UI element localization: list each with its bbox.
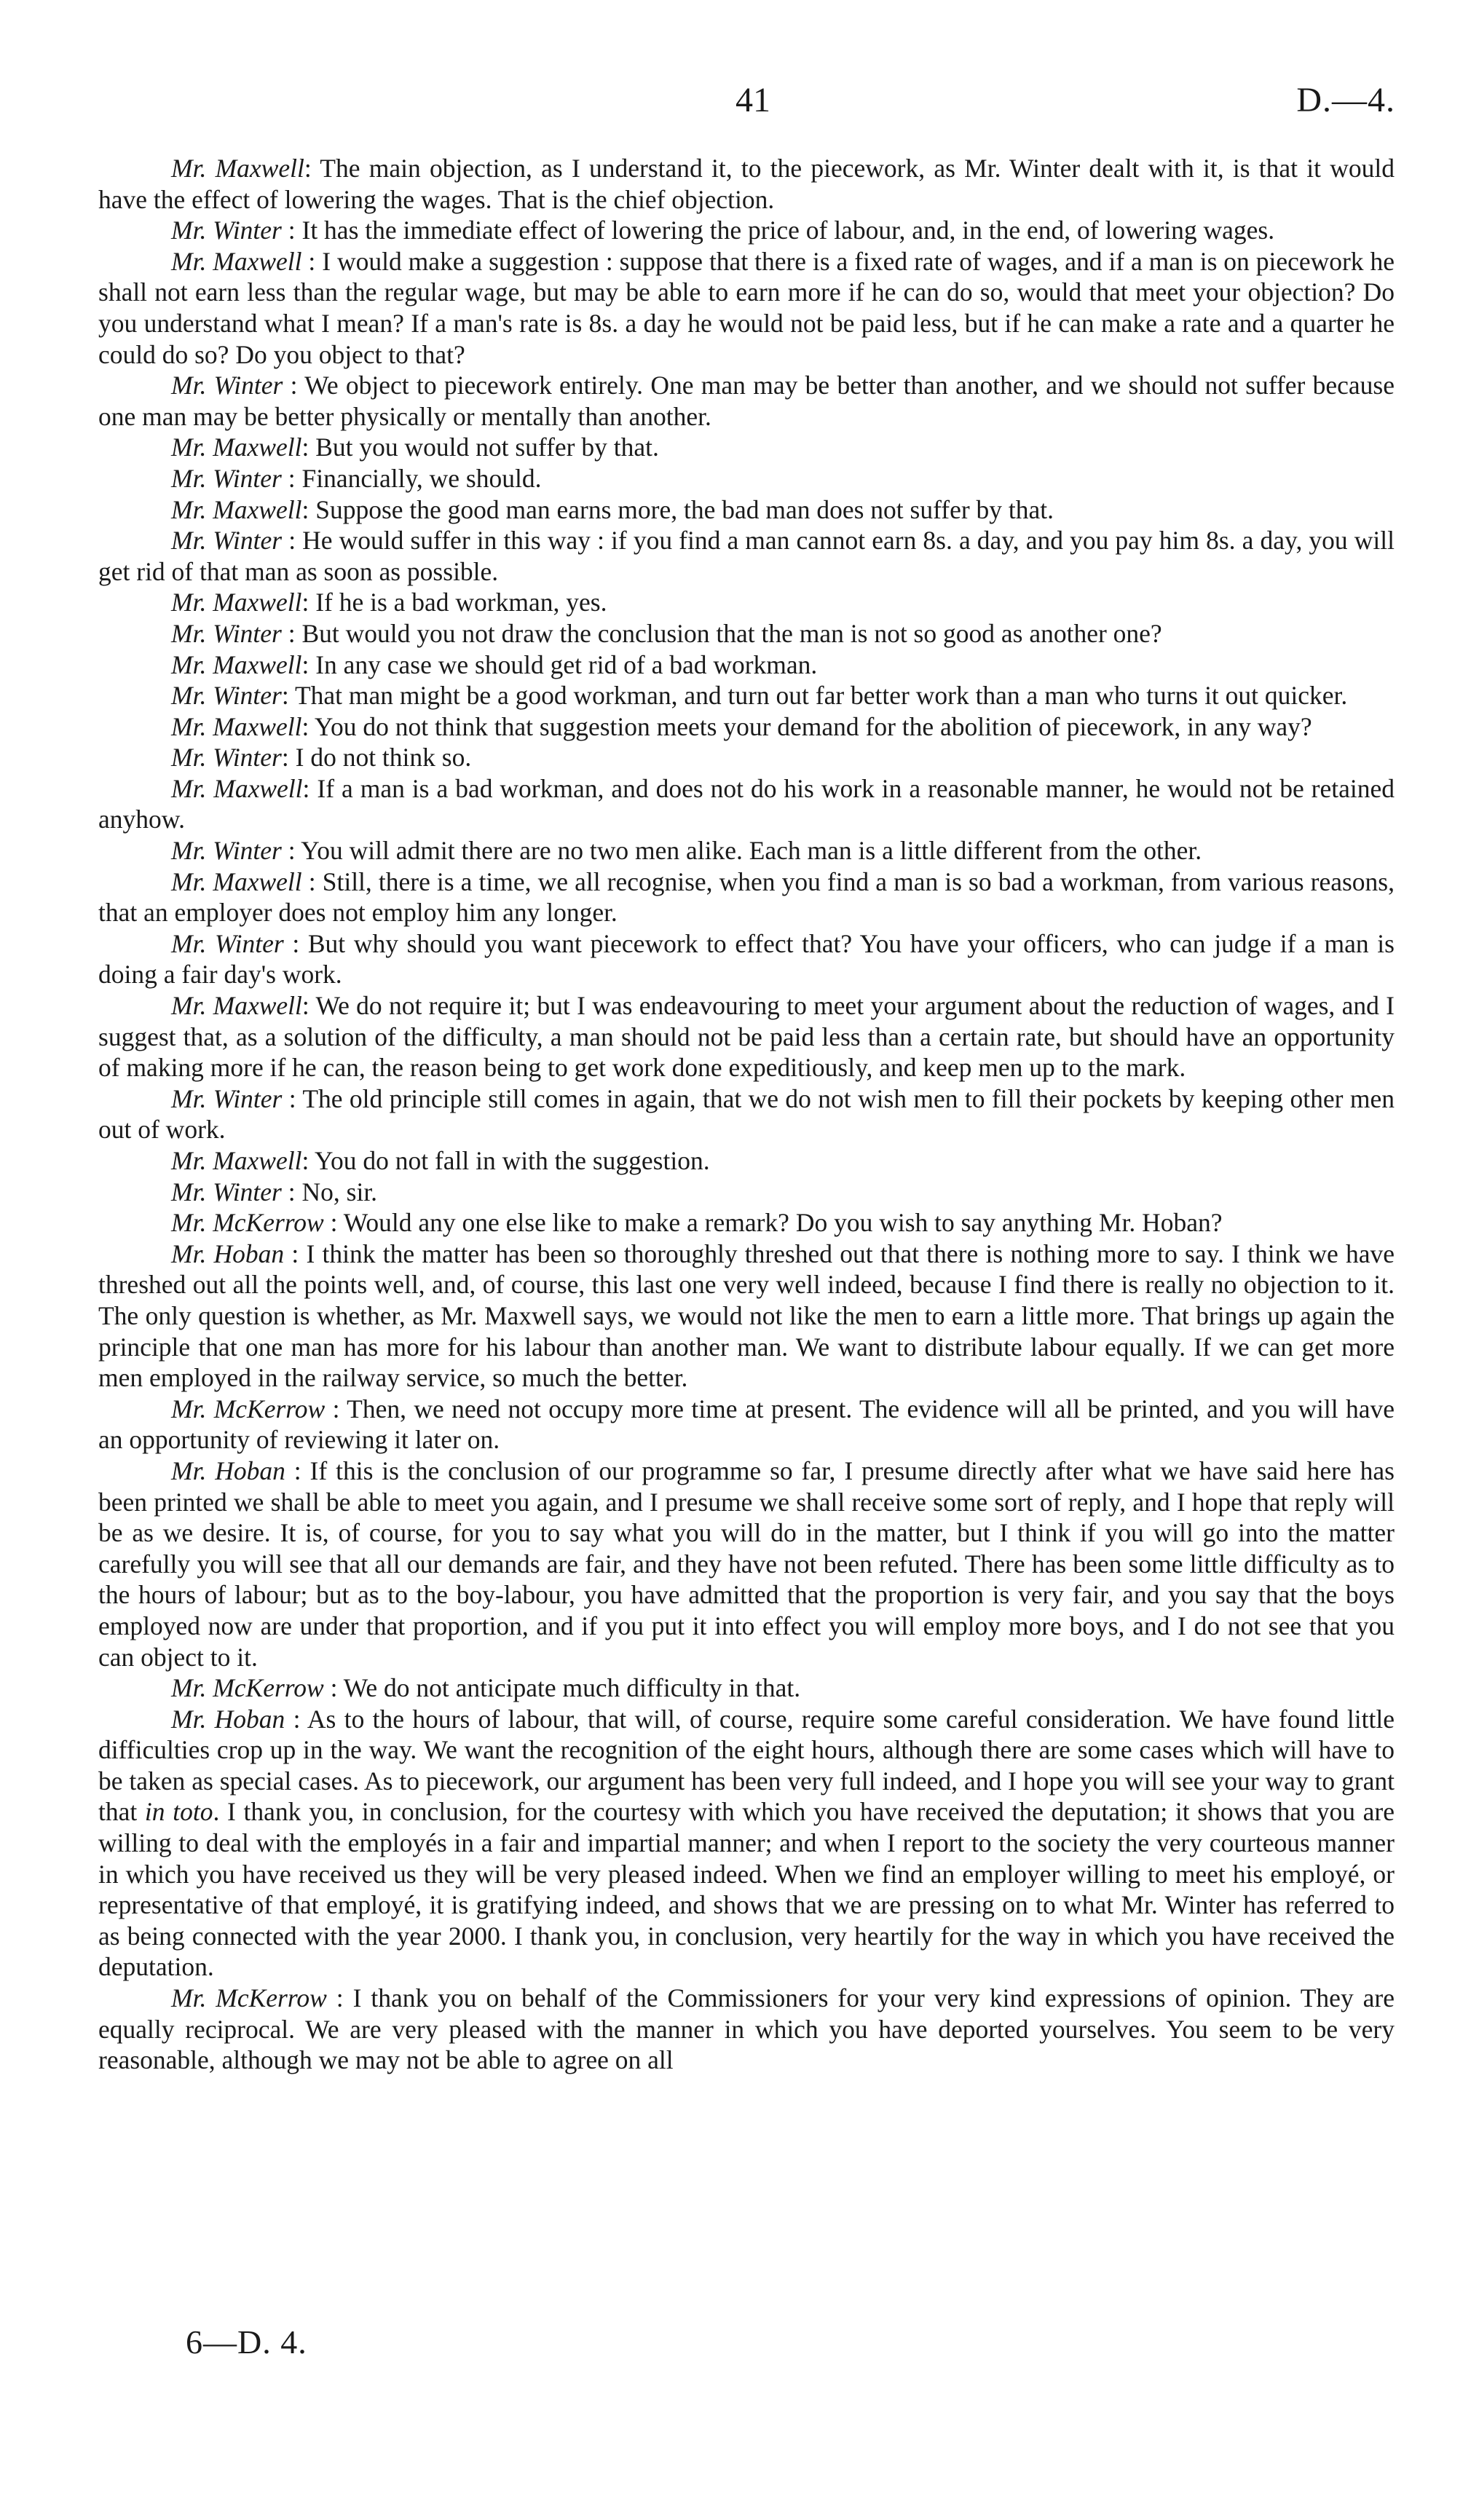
speech-text-continued: . I thank you, in conclusion, for the courtesy with which you have received the deputation; it shows that you are willing to deal with the employés in a fair and impartial manner; and when I report to the society the very courteous manner in which you have received us they will be very pleased indeed. When we find an employer willing to meet his employé, or representative of that employé, it is gratifying indeed, and shows that we are pressing on to what Mr. Winter has referred to as being connected with the year 2000. I thank you, in conclusion, very heartily for the way in which you have received the deputation. bbox=[98, 1797, 1395, 1982]
page-number: 41 bbox=[735, 81, 770, 119]
dialogue-paragraph bbox=[98, 1145, 1395, 1177]
speech-text: It has the immediate effect of lowering the price of labour, and, in the end, of lowering wages. bbox=[301, 216, 1275, 245]
speaker-name: Mr. McKerrow bbox=[171, 1394, 326, 1423]
speaker-name: Mr. McKerrow bbox=[171, 1208, 324, 1238]
dialogue-paragraph bbox=[98, 773, 1395, 835]
transcript-body bbox=[98, 153, 1395, 2076]
speech-text: No, sir. bbox=[301, 1177, 378, 1206]
speech-text: Suppose the good man earns more, the bad man does not suffer by that. bbox=[315, 494, 1054, 524]
speech-text: I would make a suggestion : suppose that there is a fixed rate of wages, and if a man is on piecework he shall not earn less than the regular wage, but may be able to earn more if he can do so, would that meet your objection? Do you understand what I mean? If a man's rate is 8s. a day he would not be paid less, but if he can make a rate and a quarter he could do so? Do you object to that? bbox=[98, 246, 1395, 369]
speaker-separator: : bbox=[301, 494, 316, 524]
speaker-separator: : bbox=[301, 588, 316, 617]
speech-text: As to the hours of labour, that will, of course, require some careful consideration. We have found little difficulties crop up in the way. We want the recognition of the eight hours, although there are some cases which will have to be taken as special cases. As to piecework, our argument has been very full indeed, and I hope you will see your way to grant that bbox=[98, 1704, 1395, 1827]
dialogue-paragraph bbox=[98, 866, 1395, 928]
speech-text: You will admit there are no two men alike. Each man is a little different from the other. bbox=[301, 836, 1202, 866]
speaker-separator: : bbox=[285, 1704, 307, 1734]
document-reference: D.—4. bbox=[1296, 81, 1395, 119]
speaker-name: Mr. Winter bbox=[171, 618, 282, 648]
speaker-separator: : bbox=[281, 216, 302, 245]
dialogue-paragraph bbox=[98, 587, 1395, 618]
speech-text: In any case we should get rid of a bad workman. bbox=[315, 649, 818, 679]
speaker-name: Mr. Winter bbox=[171, 526, 283, 556]
dialogue-paragraph bbox=[98, 680, 1395, 711]
sheet-signature: 6—D. 4. bbox=[186, 2323, 307, 2361]
speaker-separator: : bbox=[281, 743, 296, 773]
speaker-separator: : bbox=[301, 246, 323, 276]
speech-text: We object to piecework entirely. One man may be better than another, and we should not suffer because one man may be better physically or mentally than another. bbox=[98, 371, 1395, 431]
speaker-name: Mr. Winter bbox=[171, 1177, 282, 1206]
speech-text: But why should you want piecework to effect that? You have your officers, who can judge if a man is doing a fair day's work. bbox=[98, 928, 1395, 990]
speaker-separator: : bbox=[282, 1083, 303, 1113]
speaker-separator: : bbox=[323, 1673, 344, 1703]
speech-text: Would any one else like to make a remark? Do you wish to say anything Mr. Hoban? bbox=[343, 1208, 1223, 1238]
dialogue-paragraph bbox=[98, 711, 1395, 743]
dialogue-paragraph bbox=[98, 463, 1395, 494]
dialogue-paragraph bbox=[98, 525, 1395, 587]
dialogue-paragraph bbox=[98, 1394, 1395, 1455]
speech-text: You do not think that suggestion meets your demand for the abolition of piecework, in any way? bbox=[314, 711, 1312, 741]
speaker-separator: : bbox=[301, 649, 316, 679]
speaker-name: Mr. Maxwell bbox=[171, 1146, 302, 1175]
speaker-separator: : bbox=[281, 463, 302, 493]
dialogue-paragraph bbox=[98, 494, 1395, 526]
speaker-separator: : bbox=[301, 991, 316, 1021]
dialogue-paragraph bbox=[98, 215, 1395, 246]
speaker-name: Mr. Maxwell bbox=[171, 246, 302, 276]
speaker-separator: : bbox=[304, 154, 320, 183]
speech-text: He would suffer in this way : if you find a man cannot earn 8s. a day, and you pay him 8s. a day, you will get rid of that man as soon as possible. bbox=[98, 526, 1395, 586]
speaker-name: Mr. Maxwell bbox=[171, 866, 302, 896]
speech-text: The old principle still comes in again, that we do not wish men to fill their pockets by keeping other men out of work. bbox=[98, 1083, 1395, 1145]
speaker-name: Mr. Hoban bbox=[171, 1239, 285, 1268]
speaker-name: Mr. Winter bbox=[171, 1083, 283, 1113]
dialogue-paragraph bbox=[98, 1983, 1395, 2076]
speaker-name: Mr. Maxwell bbox=[171, 494, 302, 524]
dialogue-paragraph bbox=[98, 246, 1395, 370]
speaker-name: Mr. McKerrow bbox=[171, 1673, 324, 1703]
dialogue-paragraph bbox=[98, 1239, 1395, 1394]
speaker-name: Mr. Maxwell bbox=[171, 588, 302, 617]
dialogue-paragraph bbox=[98, 1704, 1395, 1983]
speaker-name: Mr. McKerrow bbox=[171, 1983, 327, 2013]
speaker-name: Mr. Winter bbox=[171, 743, 282, 773]
speaker-separator: : bbox=[284, 1239, 307, 1268]
page-header bbox=[0, 80, 1479, 131]
speech-text: The main objection, as I understand it, to the piecework, as Mr. Winter dealt with it, is that it would have the effect of lowering the wages. That is the chief objection. bbox=[98, 154, 1395, 214]
dialogue-paragraph bbox=[98, 1177, 1395, 1208]
dialogue-paragraph bbox=[98, 990, 1395, 1083]
speaker-separator: : bbox=[285, 1455, 310, 1485]
speech-text: I do not think so. bbox=[295, 743, 472, 773]
speech-text: But you would not suffer by that. bbox=[315, 432, 659, 462]
dialogue-paragraph bbox=[98, 835, 1395, 866]
speaker-separator: : bbox=[283, 371, 305, 400]
speech-italic: in toto bbox=[144, 1797, 213, 1827]
speech-text: If this is the conclusion of our programme so far, I presume directly after what we have said here has been printed we shall be able to meet you again, and I presume we shall receive some sort of reply, and I hope that reply will be as we desire. It is, of course, for you to say what you will do in the matter, but I think if you will go into the matter carefully you will see that all our demands are fair, and they have not been refuted. There has been some little difficulty as to the hours of labour; but as to the boy-labour, you have admitted that the proportion is very fair, and you say that the boys employed now are under that proportion, and if you put it into effect you will employ more boys, and I do not see that you can object to it. bbox=[98, 1455, 1395, 1672]
speaker-name: Mr. Winter bbox=[171, 371, 283, 400]
speaker-name: Mr. Maxwell bbox=[171, 154, 304, 183]
dialogue-paragraph bbox=[98, 1672, 1395, 1704]
dialogue-paragraph bbox=[98, 618, 1395, 649]
speaker-name: Mr. Winter bbox=[171, 463, 282, 493]
speech-text: Then, we need not occupy more time at present. The evidence will all be printed, and you will have an opportunity of reviewing it later on. bbox=[98, 1394, 1395, 1455]
speaker-name: Mr. Winter bbox=[171, 928, 284, 958]
speaker-name: Mr. Maxwell bbox=[171, 773, 303, 803]
speaker-separator: : bbox=[281, 836, 301, 866]
speaker-name: Mr. Winter bbox=[171, 836, 282, 866]
speech-text: We do not anticipate much difficulty in that. bbox=[343, 1673, 801, 1703]
dialogue-paragraph bbox=[98, 370, 1395, 432]
speaker-name: Mr. Maxwell bbox=[171, 991, 302, 1021]
speaker-separator: : bbox=[326, 1983, 353, 2013]
speaker-separator: : bbox=[281, 1177, 302, 1206]
speech-text: But would you not draw the conclusion that the man is not so good as another one? bbox=[301, 618, 1162, 648]
speaker-name: Mr. Hoban bbox=[171, 1455, 285, 1485]
speaker-separator: : bbox=[301, 866, 323, 896]
speaker-separator: : bbox=[301, 432, 316, 462]
speech-text: Still, there is a time, we all recognise, when you find a man is so bad a workman, from various reasons, that an employer does not employ him any longer. bbox=[98, 866, 1395, 928]
dialogue-paragraph bbox=[98, 1083, 1395, 1145]
speaker-separator: : bbox=[301, 1146, 315, 1175]
speech-text: I thank you on behalf of the Commissioners for your very kind expressions of opinion. They are equally reciprocal. We are very pleased with the manner in which you have deported yourselves. You seem to be very reasonable, although we may not be able to agree on all bbox=[98, 1983, 1395, 2075]
speaker-name: Mr. Winter bbox=[171, 216, 282, 245]
speaker-separator: : bbox=[301, 711, 315, 741]
speech-text: Financially, we should. bbox=[301, 463, 542, 493]
speaker-separator: : bbox=[281, 681, 295, 711]
dialogue-paragraph bbox=[98, 649, 1395, 681]
dialogue-paragraph bbox=[98, 742, 1395, 773]
speech-text: You do not fall in with the suggestion. bbox=[314, 1146, 710, 1175]
speaker-separator: : bbox=[282, 526, 303, 556]
dialogue-paragraph bbox=[98, 1455, 1395, 1672]
dialogue-paragraph bbox=[98, 928, 1395, 990]
speaker-separator: : bbox=[323, 1208, 344, 1238]
speech-text: If he is a bad workman, yes. bbox=[315, 588, 607, 617]
dialogue-paragraph bbox=[98, 153, 1395, 215]
speaker-separator: : bbox=[325, 1394, 347, 1423]
speaker-separator: : bbox=[302, 773, 318, 803]
speaker-name: Mr. Maxwell bbox=[171, 649, 302, 679]
speaker-separator: : bbox=[281, 618, 302, 648]
speaker-name: Mr. Maxwell bbox=[171, 432, 302, 462]
speech-text: We do not require it; but I was endeavouring to meet your argument about the reduction of wages, and I suggest that, as a solution of the difficulty, a man should not be paid less than a certain rate, but should have an opportunity of making more if he can, the reason being to get work done expeditiously, and keep men up to the mark. bbox=[98, 991, 1395, 1083]
speaker-name: Mr. Winter bbox=[171, 681, 282, 711]
speech-text: If a man is a bad workman, and does not do his work in a reasonable manner, he would not be retained anyhow. bbox=[98, 773, 1395, 834]
dialogue-paragraph bbox=[98, 1207, 1395, 1239]
speaker-separator: : bbox=[283, 928, 308, 958]
speech-text: I think the matter has been so thoroughly threshed out that there is nothing more to say. I think we have threshed out all the points well, and, of course, this last one very well indeed, because I find there is really no objection to it. The only question is whether, as Mr. Maxwell says, we would not like the men to earn a little more. That brings up again the principle that one man has more for his labour than another man. We want to distribute labour equally. If we can get more men employed in the railway service, so much the better. bbox=[98, 1239, 1395, 1393]
speaker-name: Mr. Hoban bbox=[171, 1704, 285, 1734]
speech-text: That man might be a good workman, and turn out far better work than a man who turns it out quicker. bbox=[294, 681, 1348, 711]
speaker-name: Mr. Maxwell bbox=[171, 711, 302, 741]
dialogue-paragraph bbox=[98, 432, 1395, 463]
